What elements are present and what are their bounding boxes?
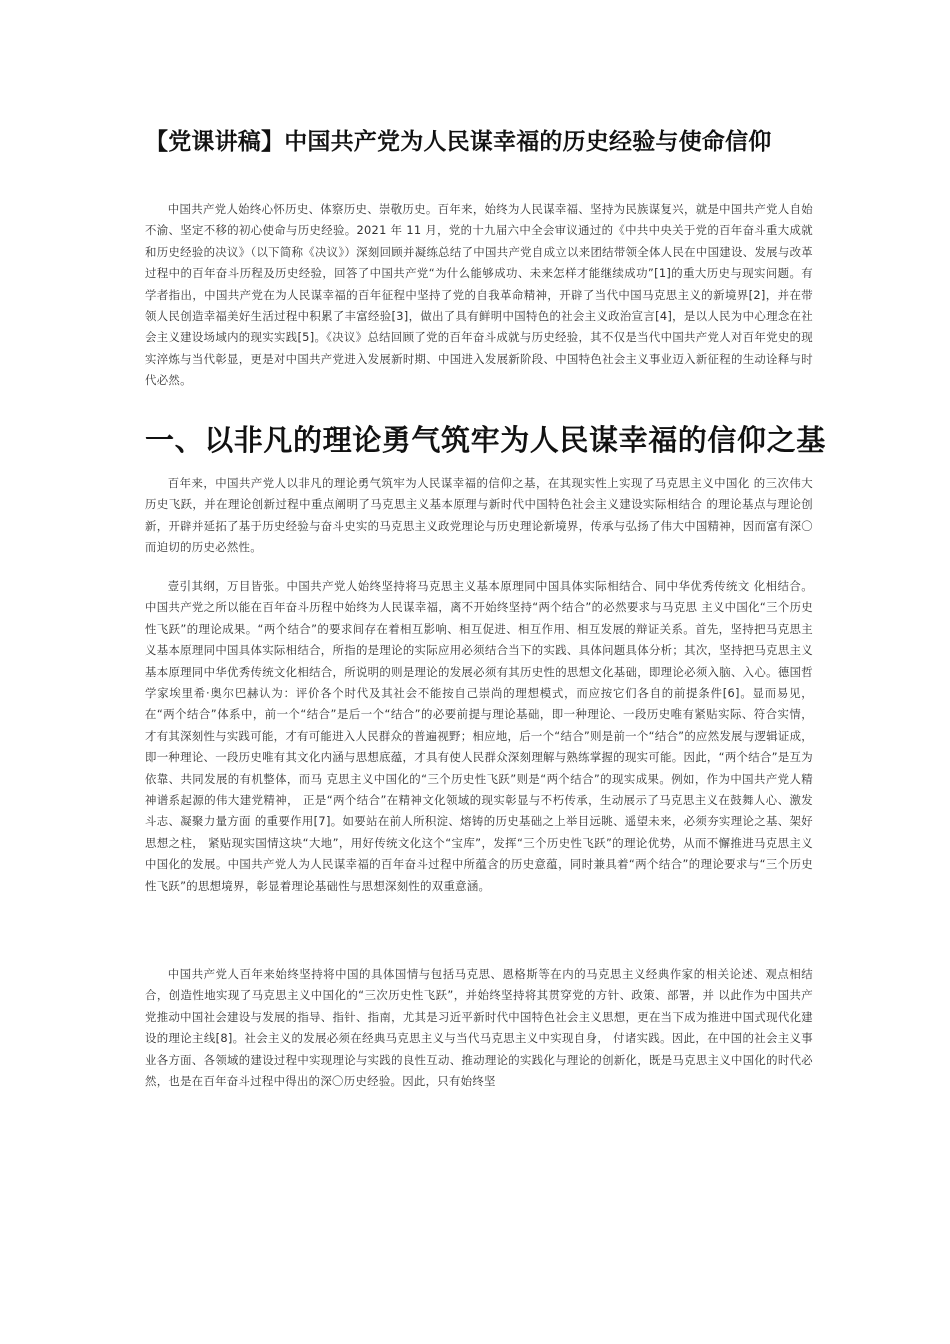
section-paragraph-1: 百年来，中国共产党人以非凡的理论勇气筑牢为人民谋幸福的信仰之基，在其现实性上实现了马克思主义中国化 的三次伟大历史飞跃，并在理论创新过程中重点阐明了马克思主义基本原理与新时代中国特色社会主义建设实际相结合 的理论基点与理论创新，开辟并延拓了基于历史经验与奋斗史实的马克思主义政党理论与历史理论新境界，传承与弘扬了伟大中国精神，因而富有深〇而迫切的历史必然性。 (145, 476, 813, 555)
section-paragraph-2: 壹引其纲，万目皆张。中国共产党人始终坚持将马克思主义基本原理同中国具体实际相结合、同中华优秀传统文 化相结合。中国共产党之所以能在百年奋斗历程中始终为人民谋幸福，离不开始终坚持“两个结合”的必然要求与马克思 主义中国化“三个历史性飞跃”的理论成果。“两个结合”的要求间存在着相互影响、相互促进、相互作用、相互发展的辩证关系。首先，坚持把马克思主义基本原理同中国具体实际相结合，所指的是理论的实际应用必须结合当下的实践、具体问题具体分析；其次，坚持把马克思主义基本原理同中华优秀传统文化相结合，所说明的则是理论的发展必须有其历史性的思想文化基础，即理论必须入脑、入心。德国哲学家埃里希·奥尔巴赫认为：评价各个时代及其社会不能按自己崇尚的理想模式，而应按它们各自的前提条件[6]。显而易见，在“两个结合”体系中，前一个“结合”是后一个“结合”的必要前提与理论基础，即一种理论、一段历史唯有紧贴实际、符合实情，才有其深刻性与实践可能，才有可能进入人民群众的普遍视野；相应地，后一个“结合”则是前一个“结合”的应然发展与逻辑证成，即一种理论、一段历史唯有其文化内涵与思想底蕴，才具有使人民群众深刻理解与熟练掌握的现实可能。因此，“两个结合”是互为依靠、共同发展的有机整体，而马 克思主义中国化的“三个历史性飞跃”则是“两个结合”的现实成果。例如，作为中国共产党人精神谱系起源的伟大建党精神， 正是“两个结合”在精神文化领域的现实彰显与不朽传承，生动展示了马克思主义在鼓舞人心、激发斗志、凝聚力量方面 的重要作用[7]。如要站在前人所积淀、熔铸的历史基础之上举目远眺、遥望未来，必须夯实理论之基、架好思想之柱， 紧贴现实国情这块“大地”，用好传统文化这个“宝库”，发挥“三个历史性飞跃”的理论优势，从而不懈推进马克思主义中国化的发展。中国共产党人为人民谋幸福的百年奋斗过程中所蕴含的历史意蕴，同时兼具着“两个结合”的理论要求与“三个历史性飞跃”的思想境界，彰显着理论基础性与思想深刻性的双重意涵。 (145, 579, 813, 893)
intro-paragraph: 中国共产党人始终心怀历史、体察历史、崇敬历史。百年来，始终为人民谋幸福、坚持为民族谋复兴，就是中国共产党人自始不渝、坚定不移的初心使命与历史经验。2021 年 11 月，党的十九届六中全会审议通过的《中共中央关于党的百年奋斗重大成就和历史经验的决议》（以下简称《决议》）深刻回顾并凝练总结了中国共产党自成立以来团结带领全体人民在中国建设、发展与改革过程中的百年奋斗历程及历史经验，回答了中国共产党“为什么能够成功、未来怎样才能继续成功”[1]的重大历史与现实问题。有学者指出，中国共产党在为人民谋幸福的百年征程中坚持了党的自我革命精神，开辟了当代中国马克思主义的新境界[2]，并在带领人民创造幸福美好生活过程中积累了丰富经验[3]，做出了具有鲜明中国特色的社会主义政治宣言[4]，是以人民为中心理念在社会主义建设场域内的现实实践[5]。《决议》总结回顾了党的百年奋斗成就与历史经验，其不仅是当代中国共产党人对百年党史的现实淬炼与当代彰显，更是对中国共产党进入发展新时期、中国进入发展新阶段、中国特色社会主义事业迈入新征程的生动诠释与时代必然。 (145, 202, 813, 388)
section-paragraph-3: 中国共产党人百年来始终坚持将中国的具体国情与包括马克思、恩格斯等在内的马克思主义经典作家的相关论述、观点相结合，创造性地实现了马克思主义中国化的“三次历史性飞跃”，并始终坚持将其贯穿党的方针、政策、部署，并 以此作为中国共产党推动中国社会建设与发展的指导、指针、指南，尤其是习近平新时代中国特色社会主义思想，更在当下成为推进中国式现代化建设的理论主线[8]。社会主义的发展必须在经典马克思主义与当代马克思主义中实现自身， 付诸实践。因此，在中国的社会主义事业各方面、各领域的建设过程中实现理论与实践的良性互动、推动理论的实践化与理论的创新化，既是马克思主义中国化的时代必然，也是在百年奋斗过程中得出的深〇历史经验。因此，只有始终坚 (145, 967, 813, 1089)
document-title: 【党课讲稿】中国共产党为人民谋幸福的历史经验与使命信仰 (145, 129, 772, 155)
section-heading: 一、以非凡的理论勇气筑牢为人民谋幸福的信仰之基 (145, 423, 826, 457)
